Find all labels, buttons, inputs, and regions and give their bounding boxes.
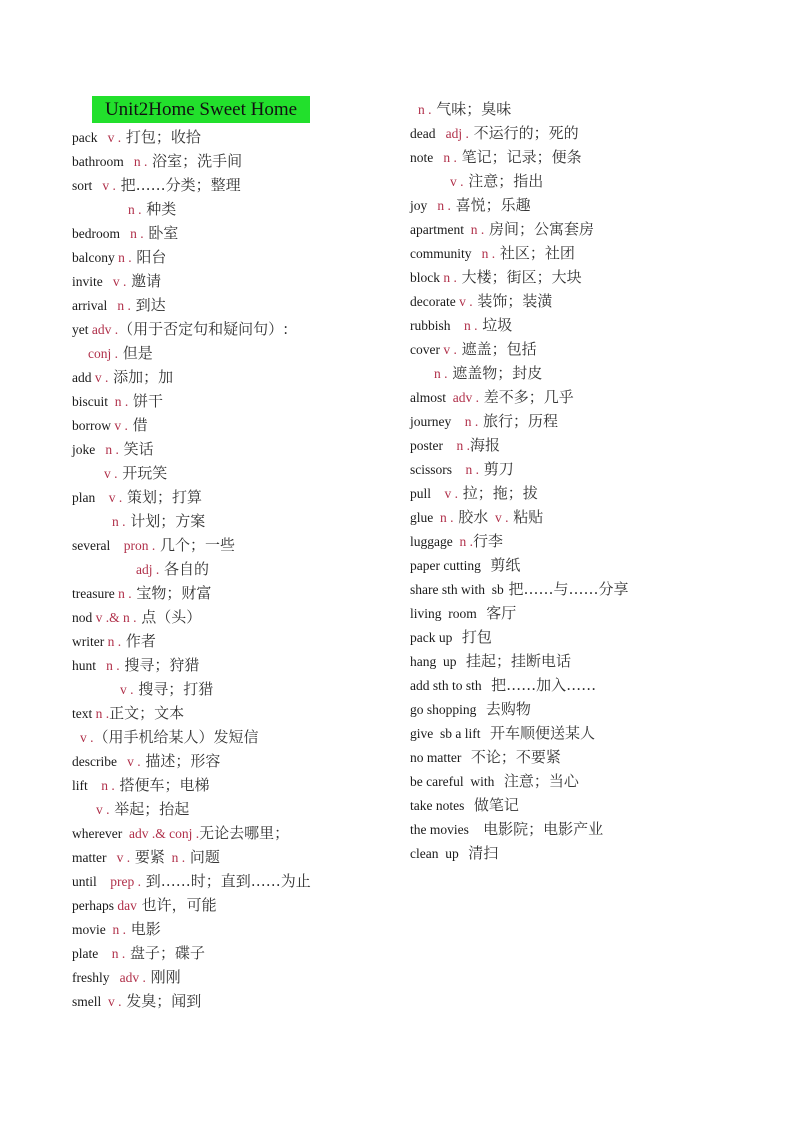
vocab-entry bbox=[410, 817, 790, 841]
entry-word: describe bbox=[72, 754, 117, 769]
vocab-entry bbox=[410, 313, 790, 337]
vocab-entry bbox=[410, 721, 790, 745]
entry-word: sort bbox=[72, 178, 93, 193]
entry-word: give sb a lift bbox=[410, 726, 481, 741]
entry-meaning: 无论去哪里； bbox=[199, 824, 290, 842]
entry-meaning: 喜悦；乐趣 bbox=[450, 196, 531, 214]
entry-word: paper cutting bbox=[410, 558, 481, 573]
entry-meaning: 刚刚 bbox=[145, 968, 181, 986]
vocab-entry bbox=[410, 97, 790, 121]
vocab-entry bbox=[410, 505, 790, 529]
entry-meaning: 发臭；闻到 bbox=[121, 992, 202, 1010]
entry-word: biscuit bbox=[72, 394, 108, 409]
entry-meaning: 气味；臭味 bbox=[431, 100, 512, 118]
part-of-speech: adj . bbox=[136, 562, 160, 577]
part-of-speech: n . bbox=[112, 514, 126, 529]
vocab-entry bbox=[72, 677, 402, 701]
entry-meaning: 行李 bbox=[473, 532, 504, 550]
vocab-entry bbox=[72, 893, 402, 917]
entry-word: decorate bbox=[410, 294, 456, 309]
entry-meaning: （用手机给某人）发短信 bbox=[93, 728, 259, 746]
vocab-entry bbox=[410, 625, 790, 649]
entry-meaning: 挂起；挂断电话 bbox=[456, 652, 572, 670]
entry-word: luggage bbox=[410, 534, 453, 549]
part-of-speech: v . bbox=[111, 418, 128, 433]
vocab-entry bbox=[410, 361, 790, 385]
vocab-entry bbox=[410, 697, 790, 721]
entry-meaning: 把……分类；整理 bbox=[115, 176, 241, 194]
vocab-entry bbox=[72, 125, 402, 149]
vocab-entry bbox=[72, 653, 402, 677]
entry-meaning: 电影 bbox=[126, 920, 161, 938]
vocab-entry bbox=[72, 605, 402, 629]
vocab-entry bbox=[72, 413, 402, 437]
vocab-entry bbox=[410, 121, 790, 145]
entry-word: clean up bbox=[410, 846, 459, 861]
vocab-entry bbox=[72, 269, 402, 293]
entry-word: perhaps bbox=[72, 898, 114, 913]
entry-meaning: 几个；一些 bbox=[155, 536, 236, 554]
part-of-speech: n . bbox=[107, 298, 131, 313]
entry-meaning: 注意；当心 bbox=[494, 772, 579, 790]
entry-word: take notes bbox=[410, 798, 465, 813]
vocab-entry bbox=[410, 217, 790, 241]
part-of-speech: v . bbox=[97, 130, 122, 145]
vocab-entry bbox=[410, 553, 790, 577]
entry-meaning: 海报 bbox=[470, 436, 501, 454]
entry-word: invite bbox=[72, 274, 103, 289]
part-of-speech: n . bbox=[104, 634, 122, 649]
vocab-entry bbox=[72, 341, 402, 365]
entry-meaning: 各自的 bbox=[159, 560, 210, 578]
vocab-entry bbox=[72, 869, 402, 893]
entry-word: rubbish bbox=[410, 318, 451, 333]
entry-word: apartment bbox=[410, 222, 464, 237]
vocab-entry bbox=[72, 149, 402, 173]
entry-word: block bbox=[410, 270, 440, 285]
entry-meaning: 宝物；财富 bbox=[131, 584, 212, 602]
entry-word: plate bbox=[72, 946, 99, 961]
vocab-entry bbox=[410, 337, 790, 361]
entry-meaning: 策划；打算 bbox=[122, 488, 203, 506]
vocab-entry bbox=[72, 965, 402, 989]
part-of-speech: n . bbox=[433, 150, 457, 165]
entry-meaning: 浴室；洗手间 bbox=[147, 152, 243, 170]
vocab-entry bbox=[410, 385, 790, 409]
part-of-speech: v . bbox=[91, 370, 109, 385]
vocab-entry bbox=[410, 769, 790, 793]
entry-word: almost bbox=[410, 390, 446, 405]
entry-meaning: 搜寻；打猎 bbox=[133, 680, 214, 698]
vocab-entry bbox=[410, 529, 790, 553]
part-of-speech: v . bbox=[104, 466, 118, 481]
entry-meaning: 不运行的；死的 bbox=[468, 124, 579, 142]
part-of-speech: n . bbox=[98, 946, 126, 961]
part-of-speech: n . bbox=[114, 250, 132, 265]
part-of-speech: n . bbox=[463, 222, 485, 237]
entry-word: share sth with sb bbox=[410, 582, 504, 597]
vocab-entry bbox=[72, 437, 402, 461]
entry-word: borrow bbox=[72, 418, 111, 433]
entry-meaning: 把……加入…… bbox=[481, 676, 597, 694]
entry-meaning: 差不多；几乎 bbox=[479, 388, 574, 406]
part-of-speech: dav bbox=[113, 898, 137, 913]
entry-meaning: 但是 bbox=[118, 344, 153, 362]
vocab-entry bbox=[72, 365, 402, 389]
part-of-speech: v . bbox=[102, 274, 127, 289]
vocab-entry bbox=[410, 673, 790, 697]
entry-meaning: 遮盖；包括 bbox=[456, 340, 537, 358]
entry-meaning: 旅行；历程 bbox=[478, 412, 559, 430]
part-of-speech: pron . bbox=[110, 538, 156, 553]
part-of-speech: n . bbox=[96, 658, 120, 673]
part-of-speech: n . bbox=[128, 202, 142, 217]
entry-meaning: 借 bbox=[127, 416, 148, 434]
entry-word: glue bbox=[410, 510, 434, 525]
vocab-entry bbox=[410, 577, 790, 601]
vocab-entry bbox=[72, 581, 402, 605]
entry-meaning: 遮盖物；封皮 bbox=[447, 364, 543, 382]
entry-meaning: 客厅 bbox=[476, 604, 517, 622]
entry-word: wherever bbox=[72, 826, 123, 841]
entry-word: smell bbox=[72, 994, 102, 1009]
entry-word: poster bbox=[410, 438, 443, 453]
part-of-speech: v . bbox=[455, 294, 473, 309]
entry-word: joy bbox=[410, 198, 428, 213]
entry-meaning: 去购物 bbox=[476, 700, 531, 718]
entry-word: yet bbox=[72, 322, 89, 337]
entry-meaning: 搜寻；狩猎 bbox=[119, 656, 200, 674]
entry-word: note bbox=[410, 150, 434, 165]
vocab-entry bbox=[72, 725, 402, 749]
vocab-entry bbox=[72, 533, 402, 557]
part-of-speech: n . bbox=[450, 318, 478, 333]
entry-meaning: 清扫 bbox=[458, 844, 499, 862]
vocab-entry bbox=[410, 193, 790, 217]
entry-meaning: 剪刀 bbox=[479, 460, 514, 478]
entry-meaning: 正文；文本 bbox=[109, 704, 185, 722]
part-of-speech: n . bbox=[433, 510, 454, 525]
entry-meaning: 到……时；直到……为止 bbox=[141, 872, 311, 890]
part-of-speech: adv .& conj . bbox=[122, 826, 200, 841]
entry-word: be careful with bbox=[410, 774, 495, 789]
part-of-speech: n . bbox=[123, 154, 148, 169]
part-of-speech: n . bbox=[471, 246, 496, 261]
entry-meaning: 开玩笑 bbox=[117, 464, 168, 482]
part-of-speech: n . bbox=[92, 706, 110, 721]
part-of-speech: conj . bbox=[88, 346, 118, 361]
entry-meaning: 垃圾 bbox=[477, 316, 513, 334]
part-of-speech: adv . bbox=[446, 390, 479, 405]
entry-meaning: （用于否定句和疑问句）: bbox=[118, 320, 289, 338]
vocab-entry bbox=[410, 169, 790, 193]
part-of-speech: n . bbox=[120, 226, 144, 241]
part-of-speech: v . bbox=[80, 730, 94, 745]
entry-word: plan bbox=[72, 490, 96, 505]
vocab-entry bbox=[410, 745, 790, 769]
vocab-entry bbox=[72, 509, 402, 533]
entry-word: treasure bbox=[72, 586, 115, 601]
entry-word: matter bbox=[72, 850, 107, 865]
entry-word: pack up bbox=[410, 630, 453, 645]
vocab-entry bbox=[410, 841, 790, 865]
part-of-speech: v . bbox=[92, 178, 116, 193]
vocab-entry bbox=[72, 701, 402, 725]
entry-word: pack bbox=[72, 130, 98, 145]
entry-word: freshly bbox=[72, 970, 110, 985]
entry-meaning: 也许，可能 bbox=[136, 896, 217, 914]
entry-meaning: 种类 bbox=[141, 200, 177, 218]
part-of-speech: n . bbox=[443, 438, 470, 453]
entry-word: journey bbox=[410, 414, 452, 429]
entry-word: scissors bbox=[410, 462, 453, 477]
part-of-speech: adj . bbox=[435, 126, 469, 141]
vocab-entry bbox=[72, 197, 402, 221]
entry-meaning: 注意；指出 bbox=[463, 172, 544, 190]
entry-meaning: 添加；加 bbox=[108, 368, 174, 386]
entry-word: bathroom bbox=[72, 154, 124, 169]
entry-meaning: 到达 bbox=[130, 296, 166, 314]
vocab-entry bbox=[72, 941, 402, 965]
entry-meaning: 邀请 bbox=[126, 272, 162, 290]
entry-meaning: 拉；拖；拔 bbox=[458, 484, 538, 502]
part-of-speech: n . bbox=[164, 850, 186, 865]
right-vocabulary-column bbox=[410, 97, 790, 865]
vocab-entry bbox=[72, 797, 402, 821]
entry-meaning: 计划；方案 bbox=[125, 512, 206, 530]
part-of-speech: v . bbox=[101, 994, 122, 1009]
entry-word: until bbox=[72, 874, 97, 889]
vocab-entry bbox=[72, 821, 402, 845]
entry-word: dead bbox=[410, 126, 436, 141]
vocab-entry bbox=[72, 221, 402, 245]
vocab-entry bbox=[72, 461, 402, 485]
entry-word: several bbox=[72, 538, 111, 553]
part-of-speech: v . bbox=[95, 490, 123, 505]
vocab-entry bbox=[72, 773, 402, 797]
entry-meaning: 不论；不要紧 bbox=[461, 748, 561, 766]
entry-meaning: 装饰；装潢 bbox=[472, 292, 553, 310]
part-of-speech: n . bbox=[418, 102, 432, 117]
part-of-speech: n . bbox=[114, 586, 132, 601]
part-of-speech: n . bbox=[451, 414, 479, 429]
part-of-speech: n . bbox=[108, 394, 129, 409]
entry-word: joke bbox=[72, 442, 96, 457]
vocab-entry bbox=[72, 317, 402, 341]
entry-meaning: 做笔记 bbox=[464, 796, 519, 814]
entry-meaning: 社区；社团 bbox=[495, 244, 575, 262]
entry-meaning: 点（头） bbox=[136, 608, 202, 626]
page-title: Unit2Home Sweet Home bbox=[92, 96, 310, 123]
entry-word: cover bbox=[410, 342, 440, 357]
entry-meaning: 盘子；碟子 bbox=[125, 944, 206, 962]
entry-word: add bbox=[72, 370, 92, 385]
part-of-speech: n . bbox=[440, 270, 457, 285]
entry-word: lift bbox=[72, 778, 88, 793]
vocab-entry bbox=[410, 433, 790, 457]
entry-meaning: 作者 bbox=[121, 632, 156, 650]
entry-meaning: 粘贴 bbox=[508, 508, 544, 526]
part-of-speech: v .& n . bbox=[92, 610, 137, 625]
entry-meaning: 饼干 bbox=[128, 392, 164, 410]
vocab-entry bbox=[72, 293, 402, 317]
part-of-speech: v . bbox=[431, 486, 459, 501]
left-vocabulary-column bbox=[72, 125, 402, 1013]
entry-word: balcony bbox=[72, 250, 115, 265]
entry-meaning: 搭便车；电梯 bbox=[114, 776, 210, 794]
entry-meaning: 开车顺便送某人 bbox=[480, 724, 596, 742]
part-of-speech: v . bbox=[488, 510, 509, 525]
entry-word: go shopping bbox=[410, 702, 477, 717]
entry-word: text bbox=[72, 706, 93, 721]
part-of-speech: prep . bbox=[96, 874, 142, 889]
vocab-entry bbox=[410, 265, 790, 289]
part-of-speech: v . bbox=[120, 682, 134, 697]
entry-meaning: 胶水 bbox=[453, 508, 489, 526]
vocab-entry bbox=[72, 245, 402, 269]
vocab-entry bbox=[410, 409, 790, 433]
entry-word: writer bbox=[72, 634, 105, 649]
entry-word: no matter bbox=[410, 750, 462, 765]
vocab-entry bbox=[410, 793, 790, 817]
vocab-entry bbox=[72, 845, 402, 869]
vocab-entry bbox=[72, 389, 402, 413]
entry-meaning: 电影院；电影产业 bbox=[468, 820, 604, 838]
entry-meaning: 笔记；记录；便条 bbox=[456, 148, 582, 166]
vocab-entry bbox=[72, 629, 402, 653]
entry-word: nod bbox=[72, 610, 93, 625]
entry-word: the movies bbox=[410, 822, 469, 837]
entry-meaning: 打包 bbox=[452, 628, 492, 646]
part-of-speech: v . bbox=[450, 174, 464, 189]
entry-word: pull bbox=[410, 486, 432, 501]
vocab-entry bbox=[410, 649, 790, 673]
vocab-entry bbox=[410, 601, 790, 625]
part-of-speech: n . bbox=[427, 198, 451, 213]
vocab-entry bbox=[410, 481, 790, 505]
entry-meaning: 打包；收拾 bbox=[121, 128, 201, 146]
entry-word: hunt bbox=[72, 658, 97, 673]
vocab-entry bbox=[410, 145, 790, 169]
vocab-entry bbox=[72, 917, 402, 941]
part-of-speech: n . bbox=[105, 922, 126, 937]
entry-meaning: 把……与……分享 bbox=[503, 580, 629, 598]
entry-meaning: 大楼；街区；大块 bbox=[456, 268, 582, 286]
entry-word: arrival bbox=[72, 298, 108, 313]
part-of-speech: v . bbox=[116, 754, 141, 769]
entry-word: hang up bbox=[410, 654, 457, 669]
entry-meaning: 阳台 bbox=[131, 248, 167, 266]
vocab-entry bbox=[72, 557, 402, 581]
part-of-speech: v . bbox=[96, 802, 110, 817]
vocab-entry bbox=[72, 485, 402, 509]
entry-word: add sth to sth bbox=[410, 678, 482, 693]
vocab-entry bbox=[410, 289, 790, 313]
entry-meaning: 举起；抬起 bbox=[109, 800, 190, 818]
part-of-speech: adv . bbox=[88, 322, 119, 337]
vocab-entry bbox=[72, 989, 402, 1013]
part-of-speech: adv . bbox=[109, 970, 146, 985]
entry-meaning: 房间；公寓套房 bbox=[484, 220, 595, 238]
part-of-speech: v . bbox=[439, 342, 457, 357]
entry-meaning: 卧室 bbox=[143, 224, 179, 242]
entry-word: community bbox=[410, 246, 472, 261]
vocab-entry bbox=[72, 173, 402, 197]
part-of-speech: n . bbox=[434, 366, 448, 381]
entry-meaning: 笑话 bbox=[118, 440, 154, 458]
vocab-entry bbox=[72, 749, 402, 773]
vocab-entry bbox=[410, 241, 790, 265]
entry-word: bedroom bbox=[72, 226, 120, 241]
part-of-speech: n . bbox=[452, 534, 473, 549]
entry-word: movie bbox=[72, 922, 106, 937]
part-of-speech: n . bbox=[95, 442, 119, 457]
part-of-speech: n . bbox=[452, 462, 480, 477]
entry-meaning: 问题 bbox=[185, 848, 220, 866]
entry-word: living room bbox=[410, 606, 477, 621]
entry-meaning: 剪纸 bbox=[480, 556, 521, 574]
part-of-speech: n . bbox=[87, 778, 115, 793]
entry-meaning: 要紧 bbox=[130, 848, 165, 866]
entry-meaning: 描述；形容 bbox=[140, 752, 221, 770]
part-of-speech: v . bbox=[106, 850, 131, 865]
vocab-entry bbox=[410, 457, 790, 481]
